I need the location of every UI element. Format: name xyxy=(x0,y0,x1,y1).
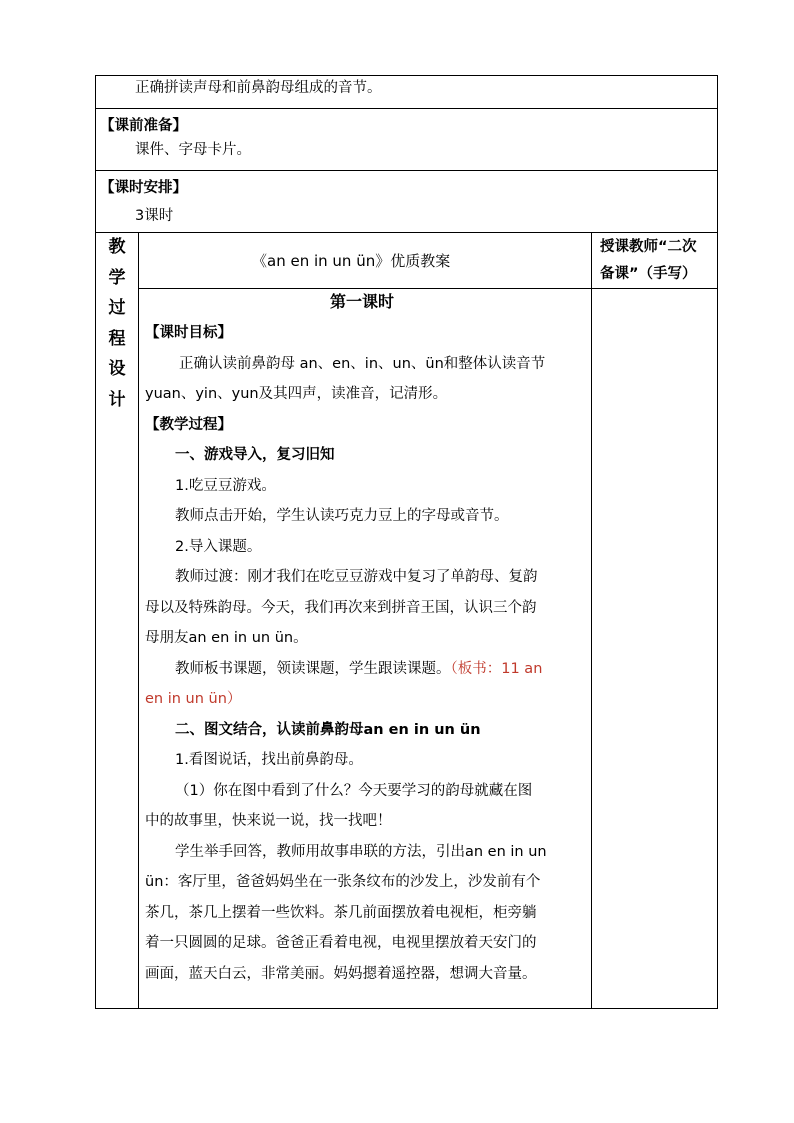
schedule-content: 3课时 xyxy=(135,208,174,224)
lesson-plan-title: 《an en in un ün》优质教案 xyxy=(252,252,451,270)
prep-heading: 【课前准备】 xyxy=(100,118,187,134)
row-divider-3 xyxy=(95,232,718,233)
teacher-column-header-line2: 备课”（手写） xyxy=(600,266,697,282)
goal-line-2: yuan、yin、yun及其四声，读准音，记清形。 xyxy=(145,386,448,402)
teacher-column-header-line1: 授课教师“二次 xyxy=(600,239,697,255)
side-char: 计 xyxy=(108,389,126,410)
row-divider-2 xyxy=(95,170,718,171)
board-note-red-line-2: en in un ün） xyxy=(145,691,242,707)
table-border-left xyxy=(95,75,96,1008)
table-border-bottom xyxy=(95,1008,718,1009)
s1-item2: 2.导入课题。 xyxy=(175,538,262,555)
s2-story-line-1: 学生举手回答，教师用故事串联的方法，引出an en in un xyxy=(175,843,547,860)
s1-transition-line-3: 母朋友an en in un ün。 xyxy=(145,630,308,646)
s1-transition-line-2: 母以及特殊韵母。今天，我们再次来到拼音王国，认识三个韵 xyxy=(145,599,537,616)
table-border-top xyxy=(95,75,718,76)
board-note-red: （板书：11 an xyxy=(450,660,543,677)
s1-board-line-1 xyxy=(145,654,585,685)
s1-board-text: 教师板书课题，领读课题，学生跟读课题。 xyxy=(175,660,451,677)
s1-transition-line-1: 教师过渡：刚才我们在吃豆豆游戏中复习了单韵母、复韵 xyxy=(175,569,538,585)
s2-story-line-3: 茶几，茶几上摆着一些饮料。茶几前面摆放着电视柜，柜旁躺 xyxy=(145,904,537,921)
side-char: 设 xyxy=(108,359,126,379)
teacher-column-divider xyxy=(591,232,592,1008)
s2-story-line-2: ün：客厅里，爸爸妈妈坐在一张条纹布的沙发上，沙发前有个 xyxy=(145,874,541,890)
table-border-right xyxy=(717,75,718,1008)
process-heading: 【教学过程】 xyxy=(145,416,232,433)
side-char: 教 xyxy=(108,237,126,257)
s1-item1-desc: 教师点击开始，学生认读巧克力豆上的字母或音节。 xyxy=(175,508,509,524)
s2-question-line-2: 中的故事里，快来说一说，找一找吧！ xyxy=(145,813,392,829)
lesson-body xyxy=(145,318,585,989)
side-label-teaching-process xyxy=(96,232,138,415)
side-char: 过 xyxy=(108,298,126,318)
lesson-title: 第一课时 xyxy=(330,292,395,311)
s2-story-line-4: 着一只圆圆的足球。爸爸正看着电视，电视里摆放着天安门的 xyxy=(145,935,537,951)
goal-line-1: 正确认读前鼻韵母 an、en、in、un、ün和整体认读音节 xyxy=(179,355,546,372)
side-char: 程 xyxy=(108,328,126,349)
schedule-heading: 【课时安排】 xyxy=(100,180,187,196)
row-divider-1 xyxy=(95,108,718,109)
header-row-divider xyxy=(138,288,718,289)
prep-content: 课件、字母卡片。 xyxy=(135,142,251,158)
side-column-divider xyxy=(138,232,139,1008)
s1-item1: 1.吃豆豆游戏。 xyxy=(175,477,276,494)
s2-story-line-5: 画面，蓝天白云，非常美丽。妈妈摁着遥控器，想调大音量。 xyxy=(145,965,537,982)
s2-item1: 1.看图说话，找出前鼻韵母。 xyxy=(175,752,363,768)
objective-line: 正确拼读声母和前鼻韵母组成的音节。 xyxy=(135,80,382,96)
s2-question-line-1: （1）你在图中看到了什么？今天要学习的韵母就藏在图 xyxy=(175,782,533,799)
goal-heading: 【课时目标】 xyxy=(145,325,232,341)
section1-title: 一、游戏导入，复习旧知 xyxy=(175,447,335,463)
side-char: 学 xyxy=(108,267,126,288)
section2-title: 二、图文结合，认读前鼻韵母an en in un ün xyxy=(175,721,481,738)
